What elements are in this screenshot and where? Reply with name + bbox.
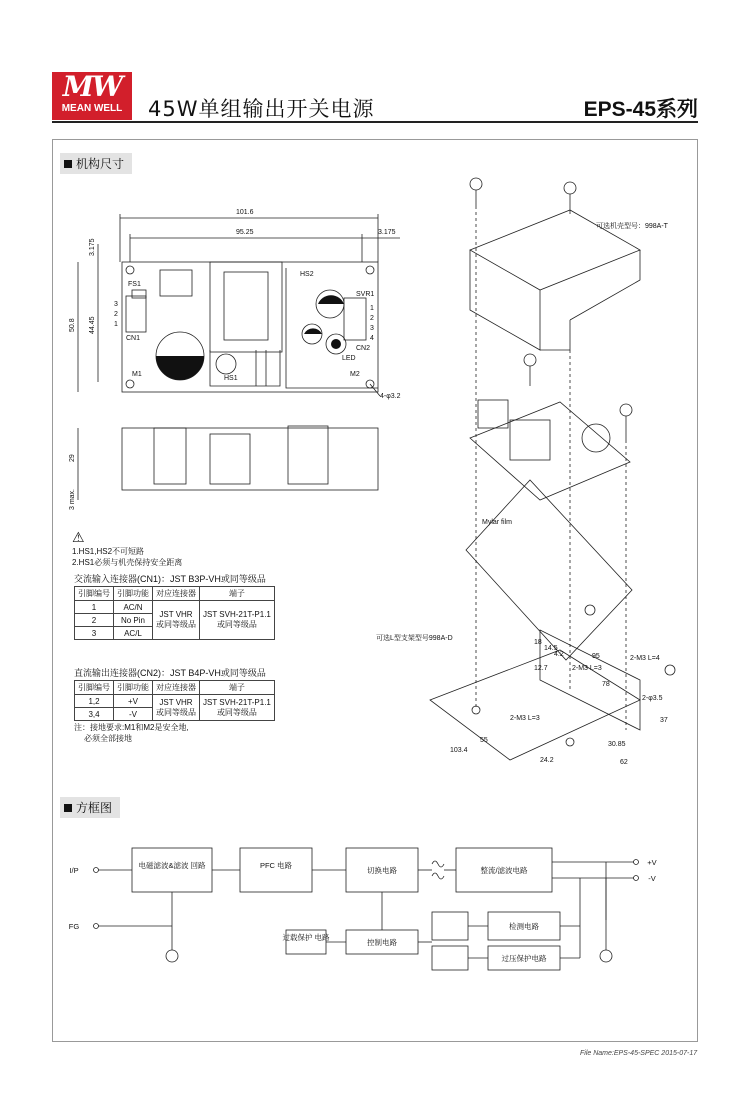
dim-30-85: 30.85 bbox=[608, 741, 626, 748]
label-hs2: HS2 bbox=[300, 271, 314, 278]
cn1-mating: JST VHR 或同等级品 bbox=[153, 601, 200, 640]
label-mount-holes: 4-φ3.2 bbox=[380, 393, 401, 400]
ground-note-line2: 必须全部接地 bbox=[84, 734, 132, 743]
cn2-header-terminal: 端子 bbox=[200, 681, 275, 695]
meanwell-logo bbox=[52, 72, 132, 120]
series-name: EPS-45系列 bbox=[583, 98, 698, 121]
dim-hole: 2-φ3.5 bbox=[642, 695, 663, 702]
dim-95: 95 bbox=[592, 653, 600, 660]
block-emi: 电磁滤波&滤波 回路 bbox=[138, 861, 206, 870]
dim-screw-l4: 2-M3 L=4 bbox=[630, 655, 660, 662]
ground-note bbox=[74, 722, 189, 744]
label-led: LED bbox=[342, 355, 356, 362]
block-rectifier: 整流/滤波电路 bbox=[480, 866, 528, 875]
cn1-table bbox=[74, 586, 275, 640]
dim-right-offset: 3.175 bbox=[378, 229, 396, 236]
block-switch: 切换电路 bbox=[367, 866, 397, 875]
cn2-row1-pin: 1,2 bbox=[75, 695, 114, 708]
cn1-pin-1: 1 bbox=[114, 321, 118, 328]
section-mechanical-heading bbox=[60, 153, 132, 174]
page-title: 45W单组输出开关电源 bbox=[148, 97, 375, 121]
warning-icon: ⚠ bbox=[72, 530, 85, 546]
logo-name: MEAN WELL bbox=[61, 103, 123, 114]
cn1-caption: 交流输入连接器(CN1)：JST B3P-VH或同等级品 bbox=[74, 574, 266, 584]
cn1-row3-func: AC/L bbox=[114, 627, 153, 640]
dim-18: 18 bbox=[534, 639, 542, 646]
case-label: 可选机壳型号：998A-T bbox=[596, 223, 668, 230]
cn1-terminal: JST SVH-21T-P1.1 或同等级品 bbox=[200, 601, 275, 640]
notes-block bbox=[72, 546, 182, 568]
cn2-pin-2: 2 bbox=[370, 315, 374, 322]
label-m1: M1 bbox=[132, 371, 142, 378]
cn2-header-mating: 对应连接器 bbox=[153, 681, 200, 695]
section-block-label: 方框图 bbox=[76, 801, 113, 815]
label-cn1: CN1 bbox=[126, 335, 141, 342]
logo-mark: MW bbox=[62, 70, 122, 103]
cn2-mating: JST VHR 或同等级品 bbox=[153, 695, 200, 721]
label-fg: FG bbox=[68, 922, 80, 931]
block-pfc: PFC 电路 bbox=[259, 861, 293, 870]
dim-78: 78 bbox=[602, 681, 610, 688]
bracket-label: 可选L型支架型号998A-D bbox=[376, 635, 453, 642]
cn1-header-pin: 引脚编号 bbox=[75, 587, 114, 601]
cn2-row2-pin: 3,4 bbox=[75, 708, 114, 721]
cn2-header-function: 引脚功能 bbox=[114, 681, 153, 695]
cn2-row1-func: +V bbox=[114, 695, 153, 708]
section-block-heading bbox=[60, 797, 120, 818]
ground-note-line1: 注：接地要求:M1和M2是安全地, bbox=[74, 723, 189, 732]
cn1-row1-pin: 1 bbox=[75, 601, 114, 614]
footer-filename: File Name:EPS-45-SPEC 2015-07-17 bbox=[580, 1050, 698, 1057]
cn1-row3-pin: 3 bbox=[75, 627, 114, 640]
label-hs1: HS1 bbox=[224, 375, 238, 382]
dim-side-max: 3 max. bbox=[69, 488, 76, 510]
block-diagram bbox=[60, 830, 690, 1020]
dim-inner-width: 95.25 bbox=[236, 229, 254, 236]
cn2-row2-func: -V bbox=[114, 708, 153, 721]
dim-4-2: 4.2 bbox=[554, 651, 564, 658]
cn2-terminal: JST SVH-21T-P1.1 或同等级品 bbox=[200, 695, 275, 721]
cn1-header-function: 引脚功能 bbox=[114, 587, 153, 601]
block-detect: 检测电路 bbox=[509, 922, 539, 931]
mylar-label: Mylar film bbox=[482, 519, 512, 526]
dim-12-7: 12.7 bbox=[534, 665, 548, 672]
mechanical-drawing bbox=[60, 200, 420, 520]
cn2-caption: 直流输出连接器(CN2)：JST B4P-VH或同等级品 bbox=[74, 668, 266, 678]
cn1-row2-pin: 2 bbox=[75, 614, 114, 627]
dim-55: 55 bbox=[480, 737, 488, 744]
cn1-pin-2: 2 bbox=[114, 311, 118, 318]
dim-37: 37 bbox=[660, 717, 668, 724]
cn1-header-terminal: 端子 bbox=[200, 587, 275, 601]
cn2-pin-3: 3 bbox=[370, 325, 374, 332]
dim-top-offset: 3.175 bbox=[89, 238, 96, 256]
label-m2: M2 bbox=[350, 371, 360, 378]
dim-screw-l3: 2-M3 L=3 bbox=[572, 665, 602, 672]
section-mech-label: 机构尺寸 bbox=[76, 157, 125, 171]
label-cn2: CN2 bbox=[356, 345, 371, 352]
dim-height: 50.8 bbox=[69, 318, 76, 332]
dim-screw-bottom: 2-M3 L=3 bbox=[510, 715, 540, 722]
dim-width: 101.6 bbox=[236, 209, 254, 216]
label-fs1: FS1 bbox=[128, 281, 141, 288]
cn2-pin-4: 4 bbox=[370, 335, 374, 342]
dim-103-4: 103.4 bbox=[450, 747, 468, 754]
cn1-pin-3: 3 bbox=[114, 301, 118, 308]
note-1: 1.HS1,HS2不可短路 bbox=[72, 547, 145, 556]
cn2-header-pin: 引脚编号 bbox=[75, 681, 114, 695]
label-ip: I/P bbox=[69, 866, 79, 875]
dim-side-height: 29 bbox=[69, 454, 76, 462]
note-2: 2.HS1必须与机壳保持安全距离 bbox=[72, 558, 183, 567]
label-out-neg: -V bbox=[648, 874, 656, 883]
cn2-table bbox=[74, 680, 275, 721]
section-square-icon bbox=[64, 804, 72, 812]
cn1-header-mating: 对应连接器 bbox=[153, 587, 200, 601]
dim-14-5: 14.5 bbox=[544, 645, 558, 652]
cn1-row2-func: No Pin bbox=[114, 614, 153, 627]
dim-inner-height: 44.45 bbox=[89, 316, 96, 334]
cn2-pin-1: 1 bbox=[370, 305, 374, 312]
block-control: 控制电路 bbox=[367, 938, 397, 947]
block-ovp: 过压保护电路 bbox=[501, 954, 547, 963]
cn1-row1-func: AC/N bbox=[114, 601, 153, 614]
header-rule bbox=[52, 121, 698, 123]
dim-24-2: 24.2 bbox=[540, 757, 554, 764]
exploded-view bbox=[370, 170, 690, 790]
section-square-icon bbox=[64, 160, 72, 168]
label-svr1: SVR1 bbox=[356, 291, 375, 298]
dim-62: 62 bbox=[620, 759, 628, 766]
block-ocp: 过载保护 电路 bbox=[282, 933, 330, 942]
label-out-pos: +V bbox=[647, 858, 657, 867]
